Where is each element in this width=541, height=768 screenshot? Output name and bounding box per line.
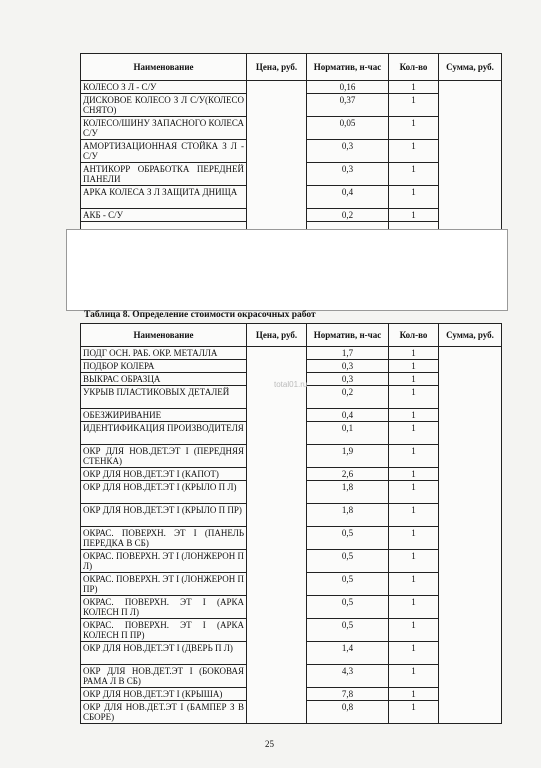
row-qty: 1 (389, 117, 439, 140)
row-norm: 0,3 (307, 140, 389, 163)
row-norm: 4,3 (307, 665, 389, 688)
row-name: АМОРТИЗАЦИОННАЯ СТОЙКА З Л - С/У (81, 140, 247, 163)
table-row (81, 81, 502, 94)
row-name: ОКР ДЛЯ НОВ.ДЕТ.ЭТ I (КАПОТ) (81, 468, 247, 481)
row-name: ОКРАС. ПОВЕРХН. ЭТ I (АРКА КОЛЕСН П Л) (81, 596, 247, 619)
row-qty: 1 (389, 163, 439, 186)
row-qty: 1 (389, 360, 439, 373)
row-name: ОКР ДЛЯ НОВ.ДЕТ.ЭТ I (КРЫЛО П ПР) (81, 504, 247, 527)
row-qty: 1 (389, 688, 439, 701)
row-name: ВЫКРАС ОБРАЗЦА (81, 373, 247, 386)
row-norm: 0,05 (307, 117, 389, 140)
row-qty: 1 (389, 550, 439, 573)
row-norm: 1,9 (307, 445, 389, 468)
row-norm: 2,6 (307, 468, 389, 481)
redacted-box (66, 229, 508, 311)
price-cell (247, 347, 307, 724)
row-qty: 1 (389, 642, 439, 665)
row-qty: 1 (389, 445, 439, 468)
header-qty: Кол-во (389, 324, 439, 347)
row-norm: 0,2 (307, 209, 389, 222)
row-qty: 1 (389, 701, 439, 724)
row-qty: 1 (389, 468, 439, 481)
row-name: УКРЫВ ПЛАСТИКОВЫХ ДЕТАЛЕЙ (81, 386, 247, 409)
row-norm: 0,1 (307, 422, 389, 445)
row-qty: 1 (389, 373, 439, 386)
row-norm: 0,5 (307, 573, 389, 596)
row-qty: 1 (389, 573, 439, 596)
row-qty: 1 (389, 596, 439, 619)
row-norm: 0,4 (307, 186, 389, 209)
row-norm: 0,5 (307, 550, 389, 573)
row-norm: 0,2 (307, 386, 389, 409)
row-qty: 1 (389, 209, 439, 222)
row-name: ДИСКОВОЕ КОЛЕСО З Л С/У(КОЛЕСО СНЯТО) (81, 94, 247, 117)
row-norm: 0,5 (307, 619, 389, 642)
row-norm: 0,8 (307, 701, 389, 724)
row-name: КОЛЕСО/ШИНУ ЗАПАСНОГО КОЛЕСА С/У (81, 117, 247, 140)
row-name: ОКР ДЛЯ НОВ.ДЕТ.ЭТ I (БАМПЕР З В СБОРЕ) (81, 701, 247, 724)
table-header-row (81, 324, 502, 347)
row-qty: 1 (389, 186, 439, 209)
price-cell (247, 81, 307, 233)
row-norm: 0,3 (307, 163, 389, 186)
row-norm: 1,8 (307, 481, 389, 504)
parts-table (80, 53, 502, 233)
watermark: total01.ru (274, 380, 308, 389)
row-qty: 1 (389, 504, 439, 527)
row-qty: 1 (389, 409, 439, 422)
row-qty: 1 (389, 347, 439, 360)
row-qty: 1 (389, 94, 439, 117)
row-name: АНТИКОРР ОБРАБОТКА ПЕРЕДНЕЙ ПАНЕЛИ (81, 163, 247, 186)
row-name: ОКРАС. ПОВЕРХН. ЭТ I (ПАНЕЛЬ ПЕРЕДКА В СБ) (81, 527, 247, 550)
sum-cell (439, 81, 502, 233)
header-norm: Норматив, н-час (307, 324, 389, 347)
row-name: ОКР ДЛЯ НОВ.ДЕТ.ЭТ I (ПЕРЕДНЯЯ СТЕНКА) (81, 445, 247, 468)
row-qty: 1 (389, 140, 439, 163)
table-caption: Таблица 8. Определение стоимости окрасочных работ (84, 310, 316, 320)
header-norm: Норматив, н-час (307, 54, 389, 81)
row-qty: 1 (389, 386, 439, 409)
row-qty: 1 (389, 665, 439, 688)
row-norm: 0,5 (307, 527, 389, 550)
row-name: ОКР ДЛЯ НОВ.ДЕТ.ЭТ I (КРЫША) (81, 688, 247, 701)
row-norm: 0,5 (307, 596, 389, 619)
row-name: ОКРАС. ПОВЕРХН. ЭТ I (ЛОНЖЕРОН П ПР) (81, 573, 247, 596)
row-name: ОКРАС. ПОВЕРХН. ЭТ I (АРКА КОЛЕСН П ПР) (81, 619, 247, 642)
row-name: ОБЕЗЖИРИВАНИЕ (81, 409, 247, 422)
sum-cell (439, 347, 502, 724)
row-name: ОКР ДЛЯ НОВ.ДЕТ.ЭТ I (КРЫЛО П Л) (81, 481, 247, 504)
row-norm: 0,4 (307, 409, 389, 422)
row-norm: 0,3 (307, 360, 389, 373)
row-name: АКБ - С/У (81, 209, 247, 222)
row-qty: 1 (389, 481, 439, 504)
header-price: Цена, руб. (247, 54, 307, 81)
row-norm: 7,8 (307, 688, 389, 701)
page-number: 25 (265, 739, 274, 749)
header-name: Наименование (81, 324, 247, 347)
row-name: ОКР ДЛЯ НОВ.ДЕТ.ЭТ I (ДВЕРЬ П Л) (81, 642, 247, 665)
header-sum: Сумма, руб. (439, 54, 502, 81)
row-norm: 0,16 (307, 81, 389, 94)
row-norm: 0,37 (307, 94, 389, 117)
row-norm: 1,4 (307, 642, 389, 665)
row-qty: 1 (389, 422, 439, 445)
row-qty: 1 (389, 81, 439, 94)
header-qty: Кол-во (389, 54, 439, 81)
row-name: ПОДБОР КОЛЕРА (81, 360, 247, 373)
row-name: ПОДГ ОСН. РАБ. ОКР. МЕТАЛЛА (81, 347, 247, 360)
row-norm: 0,3 (307, 373, 389, 386)
table-header-row (81, 54, 502, 81)
header-sum: Сумма, руб. (439, 324, 502, 347)
row-name: ИДЕНТИФИКАЦИЯ ПРОИЗВОДИТЕЛЯ (81, 422, 247, 445)
header-name: Наименование (81, 54, 247, 81)
row-name: ОКР ДЛЯ НОВ.ДЕТ.ЭТ I (БОКОВАЯ РАМА Л В СБ) (81, 665, 247, 688)
row-norm: 1,7 (307, 347, 389, 360)
row-qty: 1 (389, 527, 439, 550)
row-norm: 1,8 (307, 504, 389, 527)
row-name: ОКРАС. ПОВЕРХН. ЭТ I (ЛОНЖЕРОН П Л) (81, 550, 247, 573)
row-name: АРКА КОЛЕСА З Л ЗАЩИТА ДНИЩА (81, 186, 247, 209)
table-row (81, 347, 502, 360)
header-price: Цена, руб. (247, 324, 307, 347)
row-name: КОЛЕСО З Л - С/У (81, 81, 247, 94)
row-qty: 1 (389, 619, 439, 642)
